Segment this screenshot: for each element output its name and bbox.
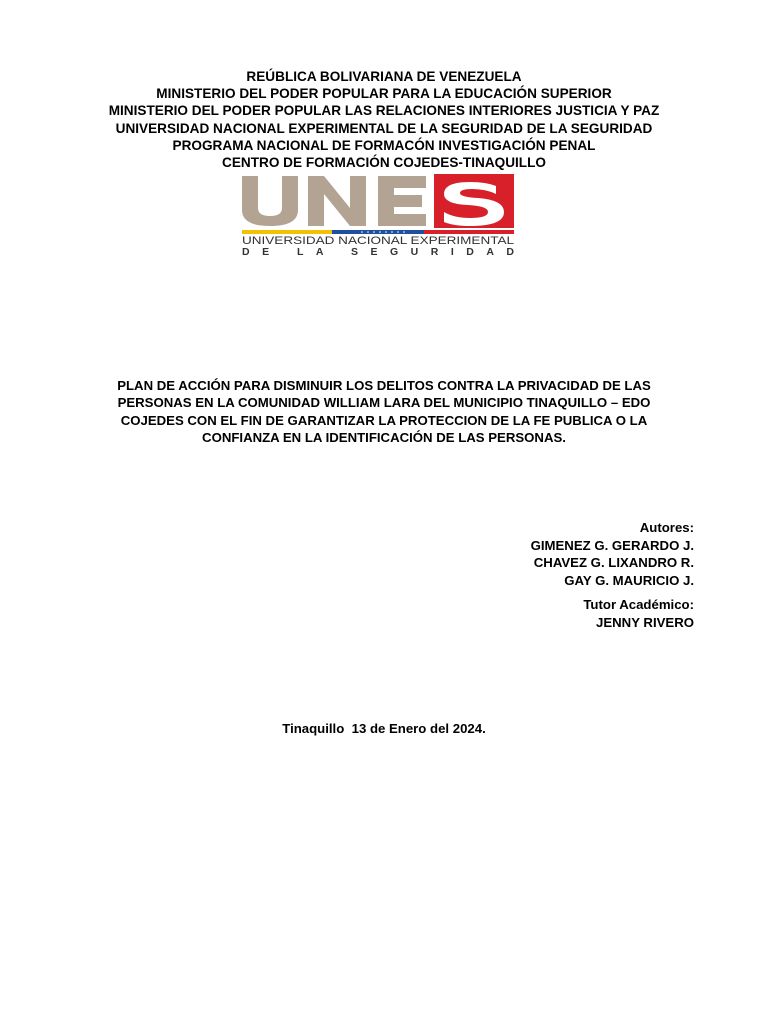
place-and-date: Tinaquillo 13 de Enero del 2024. — [282, 721, 486, 736]
logo-university-text: UNIVERSIDAD NACIONAL EXPERIMENTAL — [242, 235, 514, 247]
authors-section — [531, 519, 694, 589]
logo-flag-red — [424, 230, 514, 234]
logo-flag-blue — [332, 230, 424, 234]
header-line-center: CENTRO DE FORMACIÓN COJEDES-TINAQUILLO — [222, 155, 546, 171]
author-name: GAY G. MAURICIO J. — [564, 572, 694, 588]
authors-label: Autores: — [639, 520, 694, 535]
header-line-university: UNIVERSIDAD NACIONAL EXPERIMENTAL DE LA SEGURIDAD DE LA SEGURIDAD — [115, 120, 653, 136]
header-line-program: PROGRAMA NACIONAL DE FORMACÓN INVESTIGACIÓN PENAL — [172, 137, 596, 153]
tutor-section — [583, 596, 694, 631]
logo-letter-u — [242, 176, 298, 226]
logo-flag-yellow — [242, 230, 332, 234]
title-line: COJEDES CON EL FIN DE GARANTIZAR LA PROTECCION DE LA FE PUBLICA O LA — [120, 412, 648, 428]
logo-letter-e — [378, 176, 426, 226]
document-title — [60, 377, 708, 447]
tutor-label: Tutor Académico: — [583, 597, 694, 612]
logo-security-text: DE LA SEGURIDAD — [242, 246, 514, 256]
header-line-ministry-interior: MINISTERIO DEL PODER POPULAR LAS RELACIONES INTERIORES JUSTICIA Y PAZ — [108, 103, 660, 119]
title-line: PLAN DE ACCIÓN PARA DISMINUIR LOS DELITOS CONTRA LA PRIVACIDAD DE LAS — [117, 378, 651, 393]
unes-logo — [238, 174, 516, 256]
institution-header — [0, 68, 768, 171]
author-name: GIMENEZ G. GERARDO J. — [530, 537, 694, 553]
title-line: PERSONAS EN LA COMUNIDAD WILLIAM LARA DEL MUNICIPIO TINAQUILLO – EDO — [117, 395, 651, 411]
tutor-name: JENNY RIVERO — [596, 614, 694, 630]
title-line: CONFIANZA EN LA IDENTIFICACIÓN DE LAS PERSONAS. — [202, 430, 566, 446]
logo-letter-n — [308, 176, 366, 226]
header-line-ministry-education: MINISTERIO DEL PODER POPULAR PARA LA EDUCACIÓN SUPERIOR — [156, 86, 612, 102]
header-line-country: REÚBLICA BOLIVARIANA DE VENEZUELA — [246, 69, 522, 84]
author-name: CHAVEZ G. LIXANDRO R. — [533, 555, 694, 571]
